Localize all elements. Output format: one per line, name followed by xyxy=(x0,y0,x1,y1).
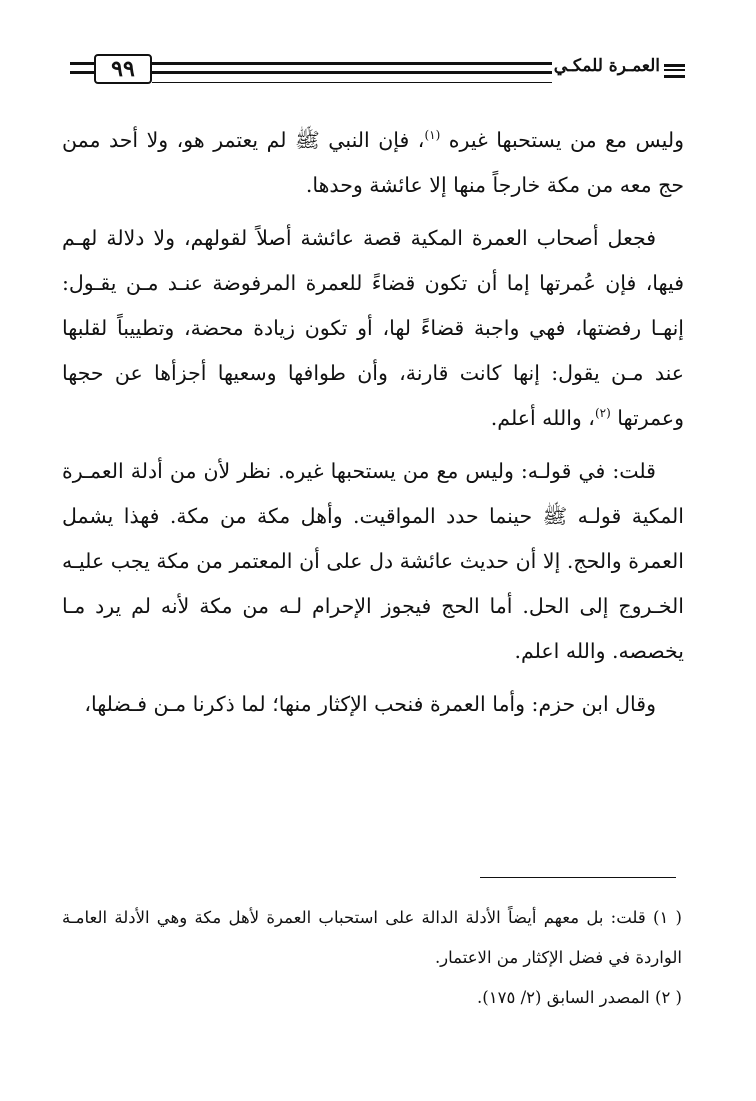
footnote-separator xyxy=(480,877,676,878)
main-text xyxy=(62,118,684,735)
paragraph-text: فجعل أصحاب العمرة المكية قصة عائشة أصلاً لقولهم، ولا دلالة لهـم فيها، فإن عُمرتها إما أن تكون قضاءً للعمرة المرفوضة عنـد مـن يقـول: إنهـا رفضتها، فهي واجبة قضاءً لها، أو تكون زيادة محضة، وتطييباً لقلبها عند مـن يقول: إنها كانت قارنة، وأن طوافها وسعيها أجزأها عن حجها وعمرتها xyxy=(62,226,684,430)
paragraph-text: وقال ابن حزم: وأما العمرة فنحب الإكثار منها؛ لما ذكرنا مـن فـضلها، xyxy=(84,692,656,716)
header-rule-right xyxy=(664,64,685,78)
paragraph xyxy=(62,682,684,727)
footnote: ( ٢) المصدر السابق (٢/ ١٧٥). xyxy=(477,988,682,1007)
paragraph xyxy=(62,118,684,208)
paragraph-text: وليس مع من يستحبها غيره xyxy=(448,128,684,152)
footnote-marker: (٢) xyxy=(594,406,611,421)
page-header xyxy=(70,52,685,94)
footnote-marker: (١) xyxy=(424,128,441,143)
header-thin-rule xyxy=(152,82,552,83)
paragraph-text-continued: ، فإن النبي ﷺ لم يعتمر هو، ولا أحد ممن حج معه من مكة خارجاً منها إلا عائشة وحدها. xyxy=(62,128,684,197)
header-rule xyxy=(152,62,552,74)
footnote: ( ١) قلت: بل معهم أيضاً الأدلة الدالة على استحباب العمرة لأهل مكة وهي الأدلة العامـة الواردة في فضل الإكثار من الاعتمار. xyxy=(62,908,682,967)
paragraph xyxy=(62,449,684,674)
running-title: العمـرة للمكـي xyxy=(553,56,660,76)
paragraph-text-continued: ، والله أعلم. xyxy=(490,406,595,430)
paragraph xyxy=(62,216,684,441)
page-number: ٩٩ xyxy=(94,54,152,84)
paragraph-text: قلت: في قولـه: وليس مع من يستحبها غيره. نظر لأن من أدلة العمـرة المكية قولـه ﷺ حينما حدد المواقيت. وأهل مكة من مكة. فهذا يشمل العمرة والحج. إلا أن حديث عائشة دل على أن المعتمر من مكة يجب عليـه الخـروج إلى الحل. أما الحج فيجوز الإحرام لـه من مكة لأنه لم يرد مـا يخصصه. والله اعلم. xyxy=(62,459,684,663)
footnotes xyxy=(62,898,682,1018)
header-rule-left xyxy=(70,62,94,74)
